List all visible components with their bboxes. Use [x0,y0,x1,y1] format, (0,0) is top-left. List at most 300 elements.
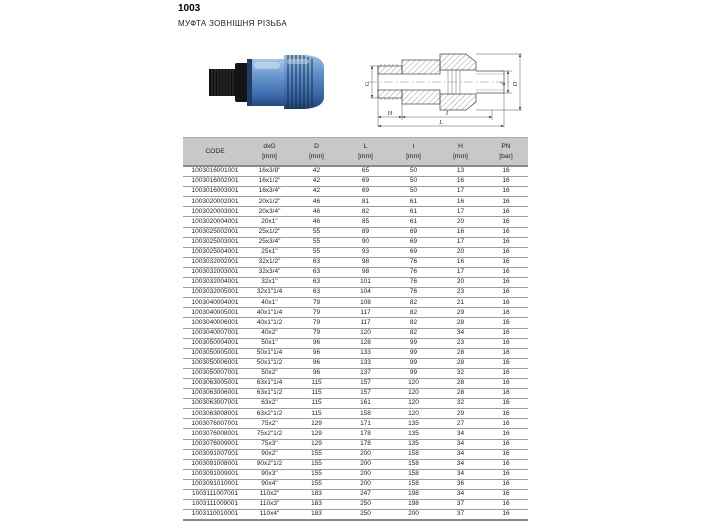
table-cell: 16 [437,257,484,267]
page-title: МУФТА ЗОВНІШНЯ РІЗЬБА [178,19,288,28]
table-cell: 63x2" [247,399,292,409]
table-cell: 1003091010001 [183,479,247,489]
table-cell: 108 [341,298,390,308]
table-cell: 115 [292,389,341,399]
table-cell: 1003020003001 [183,207,247,217]
table-row [183,358,528,368]
table-cell: 69 [390,237,437,247]
table-cell: 16 [484,267,528,277]
table-cell: 34 [437,459,484,469]
table-cell: 1003050007001 [183,368,247,378]
table-cell: 21 [437,298,484,308]
table-cell: 98 [341,257,390,267]
table-cell: 46 [292,217,341,227]
table-cell: 63x1"1/2 [247,389,292,399]
table-cell: 16 [437,197,484,207]
table-cell: 20 [437,247,484,257]
fitting-body [247,59,285,106]
table-cell: 158 [390,449,437,459]
table-cell: 69 [341,187,390,197]
table-cell: 50x1"1/2 [247,358,292,368]
dim-label-H: H [387,110,393,117]
table-cell: 20 [437,278,484,288]
table-cell: 128 [341,338,390,348]
table-cell: 50x1"1/4 [247,348,292,358]
dim-label-G: G [364,81,371,87]
table-cell: 16 [484,318,528,328]
table-cell: 89 [341,227,390,237]
table-cell: 75x2"1/2 [247,429,292,439]
table-cell: 1003016003001 [183,187,247,197]
table-cell: 69 [390,247,437,257]
table-cell: 79 [292,298,341,308]
table-row [183,389,528,399]
table-cell: 16 [484,419,528,429]
table-cell: 79 [292,318,341,328]
table-cell: 250 [341,510,390,521]
table-row [183,419,528,429]
table-cell: 1003016002001 [183,177,247,187]
table-cell: 1003016001001 [183,166,247,177]
table-cell: 129 [292,439,341,449]
table-cell: 101 [341,278,390,288]
table-cell: 1003040005001 [183,308,247,318]
table-cell: 34 [437,469,484,479]
table-cell: 99 [390,348,437,358]
table-cell: 161 [341,399,390,409]
table-cell: 34 [437,490,484,500]
column-header-l: L [mm] [341,138,390,167]
table-cell: 16 [484,348,528,358]
table-cell: 13 [437,166,484,177]
table-cell: 61 [390,197,437,207]
table-cell: 50x2" [247,368,292,378]
table-cell: 42 [292,187,341,197]
table-cell: 46 [292,207,341,217]
table-cell: 17 [437,207,484,217]
table-row [183,348,528,358]
table-row [183,409,528,419]
table-cell: 247 [341,490,390,500]
table-cell: 16 [484,368,528,378]
table-cell: 155 [292,469,341,479]
table-cell: 42 [292,166,341,177]
table-cell: 25x1" [247,247,292,257]
dim-label-D: D [512,81,519,87]
table-cell: 63 [292,288,341,298]
table-cell: 32 [437,368,484,378]
table-cell: 16 [484,429,528,439]
table-cell: 16x3/8" [247,166,292,177]
table-cell: 28 [437,378,484,388]
product-photo [203,42,333,122]
table-cell: 23 [437,288,484,298]
table-cell: 75x3" [247,439,292,449]
product-code: 1003 [178,3,201,14]
column-header-code: CODE [183,138,247,167]
table-cell: 198 [390,500,437,510]
table-cell: 37 [437,500,484,510]
table-cell: 16 [484,308,528,318]
table-row [183,338,528,348]
table-cell: 178 [341,429,390,439]
table-cell: 157 [341,389,390,399]
table-cell: 16 [484,459,528,469]
table-cell: 16 [484,237,528,247]
table-cell: 50 [390,166,437,177]
table-cell: 200 [341,459,390,469]
table-cell: 16 [484,217,528,227]
column-header-h: H [mm] [437,138,484,167]
table-cell: 117 [341,318,390,328]
table-cell: 32x3/4" [247,267,292,277]
table-cell: 1003025004001 [183,247,247,257]
table-cell: 63x2"1/2 [247,409,292,419]
table-cell: 55 [292,227,341,237]
table-cell: 1003063006001 [183,389,247,399]
table-cell: 133 [341,348,390,358]
table-cell: 69 [390,227,437,237]
table-cell: 16x3/4" [247,187,292,197]
table-cell: 50x1" [247,338,292,348]
table-cell: 178 [341,439,390,449]
table-cell: 29 [437,409,484,419]
table-row [183,166,528,177]
table-row [183,399,528,409]
table-cell: 1003076007001 [183,419,247,429]
table-cell: 40x1"1/4 [247,308,292,318]
table-cell: 1003050004001 [183,338,247,348]
table-cell: 16 [484,399,528,409]
table-cell: 76 [390,278,437,288]
table-body [183,166,528,520]
table-cell: 50 [390,177,437,187]
dim-label-L: L [439,119,443,126]
table-cell: 28 [437,389,484,399]
table-cell: 120 [390,378,437,388]
table-cell: 183 [292,510,341,521]
table-cell: 250 [341,500,390,510]
table-cell: 90 [341,237,390,247]
table-cell: 27 [437,419,484,429]
table-row [183,459,528,469]
table-cell: 65 [341,166,390,177]
table-cell: 158 [341,409,390,419]
table-cell: 16 [484,187,528,197]
table-cell: 158 [390,459,437,469]
table-cell: 34 [437,439,484,449]
table-cell: 16 [484,166,528,177]
table-row [183,500,528,510]
table-cell: 16 [484,177,528,187]
column-header-dxg: dxG [mm] [247,138,292,167]
table-cell: 16 [484,479,528,489]
table-cell: 16 [484,257,528,267]
table-cell: 120 [341,328,390,338]
table-cell: 76 [390,288,437,298]
table-cell: 23 [437,338,484,348]
table-cell: 29 [437,308,484,318]
table-cell: 1003111009001 [183,500,247,510]
table-row [183,328,528,338]
table-cell: 32x1" [247,278,292,288]
table-row [183,227,528,237]
table-cell: 16 [484,278,528,288]
table-cell: 120 [390,409,437,419]
table-cell: 110x4" [247,510,292,521]
fitting-cap [284,55,324,109]
table-cell: 16 [484,510,528,521]
table-cell: 16 [484,338,528,348]
table-cell: 32x1"1/4 [247,288,292,298]
table-cell: 1003050006001 [183,358,247,368]
table-cell: 99 [390,368,437,378]
table-row [183,177,528,187]
table-cell: 17 [437,267,484,277]
table-cell: 1003020004001 [183,217,247,227]
table-cell: 82 [390,318,437,328]
table-cell: 200 [390,510,437,521]
table-row [183,257,528,267]
table-cell: 98 [341,267,390,277]
table-cell: 63 [292,278,341,288]
table-cell: 50 [390,187,437,197]
table-cell: 76 [390,267,437,277]
table-cell: 16 [484,358,528,368]
table-cell: 16 [484,298,528,308]
table-cell: 1003063007001 [183,399,247,409]
table-cell: 55 [292,247,341,257]
table-cell: 1003025003001 [183,237,247,247]
dim-label-I: I [445,110,449,117]
table-cell: 20 [437,217,484,227]
table-cell: 1003032003001 [183,267,247,277]
table-cell: 135 [390,439,437,449]
table-cell: 42 [292,177,341,187]
table-cell: 198 [390,490,437,500]
table-row [183,267,528,277]
table-cell: 16 [484,389,528,399]
table-row [183,490,528,500]
table-header [183,138,528,167]
table-cell: 16 [484,288,528,298]
table-cell: 55 [292,237,341,247]
table-cell: 120 [390,389,437,399]
table-cell: 16 [437,227,484,237]
table-row [183,368,528,378]
table-cell: 96 [292,338,341,348]
table-cell: 17 [437,237,484,247]
table-cell: 183 [292,500,341,510]
table-cell: 93 [341,247,390,257]
table-row [183,298,528,308]
table-cell: 16 [484,227,528,237]
table-cell: 1003040007001 [183,328,247,338]
table-cell: 96 [292,358,341,368]
dim-label-d: d [500,82,507,86]
table-row [183,469,528,479]
table-cell: 16 [484,500,528,510]
table-cell: 1003032002001 [183,257,247,267]
table-cell: 90x3" [247,469,292,479]
table-row [183,479,528,489]
table-cell: 104 [341,288,390,298]
table-cell: 16 [484,469,528,479]
table-cell: 16 [484,439,528,449]
table-cell: 25x1/2" [247,227,292,237]
table-row [183,439,528,449]
table-cell: 63x1"1/4 [247,378,292,388]
table-cell: 36 [437,479,484,489]
table-cell: 34 [437,429,484,439]
table-cell: 16 [484,490,528,500]
table-cell: 99 [390,338,437,348]
table-cell: 16 [484,328,528,338]
table-cell: 16 [484,207,528,217]
table-cell: 1003110010001 [183,510,247,521]
table-cell: 115 [292,399,341,409]
table-row [183,510,528,521]
table-cell: 32 [437,399,484,409]
table-cell: 37 [437,510,484,521]
table-cell: 110x3" [247,500,292,510]
table-cell: 16 [437,177,484,187]
table-cell: 46 [292,197,341,207]
table-cell: 200 [341,449,390,459]
table-cell: 1003111007001 [183,490,247,500]
fitting-thread-end [209,63,248,102]
table-cell: 61 [390,217,437,227]
table-cell: 32x1/2" [247,257,292,267]
table-cell: 90x2" [247,449,292,459]
table-cell: 34 [437,449,484,459]
table-cell: 155 [292,459,341,469]
table-cell: 135 [390,419,437,429]
table-cell: 129 [292,419,341,429]
table-row [183,187,528,197]
table-row [183,308,528,318]
table-cell: 69 [341,177,390,187]
table-cell: 90x2"1/2 [247,459,292,469]
table-cell: 1003063008001 [183,409,247,419]
table-cell: 79 [292,308,341,318]
table-cell: 85 [341,217,390,227]
table-cell: 82 [341,207,390,217]
table-cell: 16 [484,197,528,207]
table-cell: 82 [390,298,437,308]
table-cell: 1003076008001 [183,429,247,439]
table-row [183,207,528,217]
header-row [183,138,528,167]
table-row [183,318,528,328]
table-cell: 183 [292,490,341,500]
table-cell: 1003091007001 [183,449,247,459]
table-row [183,449,528,459]
table-cell: 82 [390,328,437,338]
table-cell: 28 [437,358,484,368]
table-cell: 20x1" [247,217,292,227]
table-cell: 158 [390,479,437,489]
column-header-i: I [mm] [390,138,437,167]
table-cell: 16 [484,449,528,459]
table-cell: 16 [484,247,528,257]
table-cell: 61 [390,207,437,217]
table-cell: 157 [341,378,390,388]
table-cell: 20x1/2" [247,197,292,207]
table-cell: 135 [390,429,437,439]
table-cell: 158 [390,469,437,479]
table-cell: 1003050005001 [183,348,247,358]
table-cell: 110x2" [247,490,292,500]
column-header-d: D [mm] [292,138,341,167]
table-row [183,247,528,257]
table-cell: 63 [292,267,341,277]
table-cell: 133 [341,358,390,368]
table-cell: 28 [437,318,484,328]
table-cell: 96 [292,348,341,358]
table-cell: 115 [292,378,341,388]
table-cell: 1003076009001 [183,439,247,449]
table-cell: 75x2" [247,419,292,429]
table-cell: 1003091008001 [183,459,247,469]
table-cell: 200 [341,479,390,489]
table-row [183,429,528,439]
table-cell: 82 [390,308,437,318]
dimensions-table [183,137,528,521]
table-cell: 1003032005001 [183,288,247,298]
table-cell: 28 [437,348,484,358]
table-cell: 1003032004001 [183,278,247,288]
table-row [183,237,528,247]
page-header [178,3,287,28]
table-cell: 1003091009001 [183,469,247,479]
table-cell: 115 [292,409,341,419]
table-cell: 40x1"1/2 [247,318,292,328]
table-cell: 1003025002001 [183,227,247,237]
table-row [183,217,528,227]
table-cell: 200 [341,469,390,479]
table-cell: 1003063005001 [183,378,247,388]
column-header-pn: PN [bar] [484,138,528,167]
table-cell: 40x2" [247,328,292,338]
table-row [183,378,528,388]
table-cell: 81 [341,197,390,207]
table-cell: 16 [484,409,528,419]
table-cell: 1003040004001 [183,298,247,308]
table-cell: 155 [292,479,341,489]
table-cell: 120 [390,399,437,409]
table-cell: 20x3/4" [247,207,292,217]
table-cell: 171 [341,419,390,429]
table-cell: 79 [292,328,341,338]
table-cell: 117 [341,308,390,318]
table-cell: 34 [437,328,484,338]
table-cell: 99 [390,358,437,368]
table-cell: 96 [292,368,341,378]
table-cell: 40x1" [247,298,292,308]
table-row [183,288,528,298]
table-cell: 129 [292,429,341,439]
table-cell: 76 [390,257,437,267]
table-cell: 1003020002001 [183,197,247,207]
table-cell: 1003040006001 [183,318,247,328]
table-cell: 155 [292,449,341,459]
table-cell: 17 [437,187,484,197]
table-cell: 63 [292,257,341,267]
table-cell: 90x4" [247,479,292,489]
table-cell: 137 [341,368,390,378]
table-cell: 16x1/2" [247,177,292,187]
